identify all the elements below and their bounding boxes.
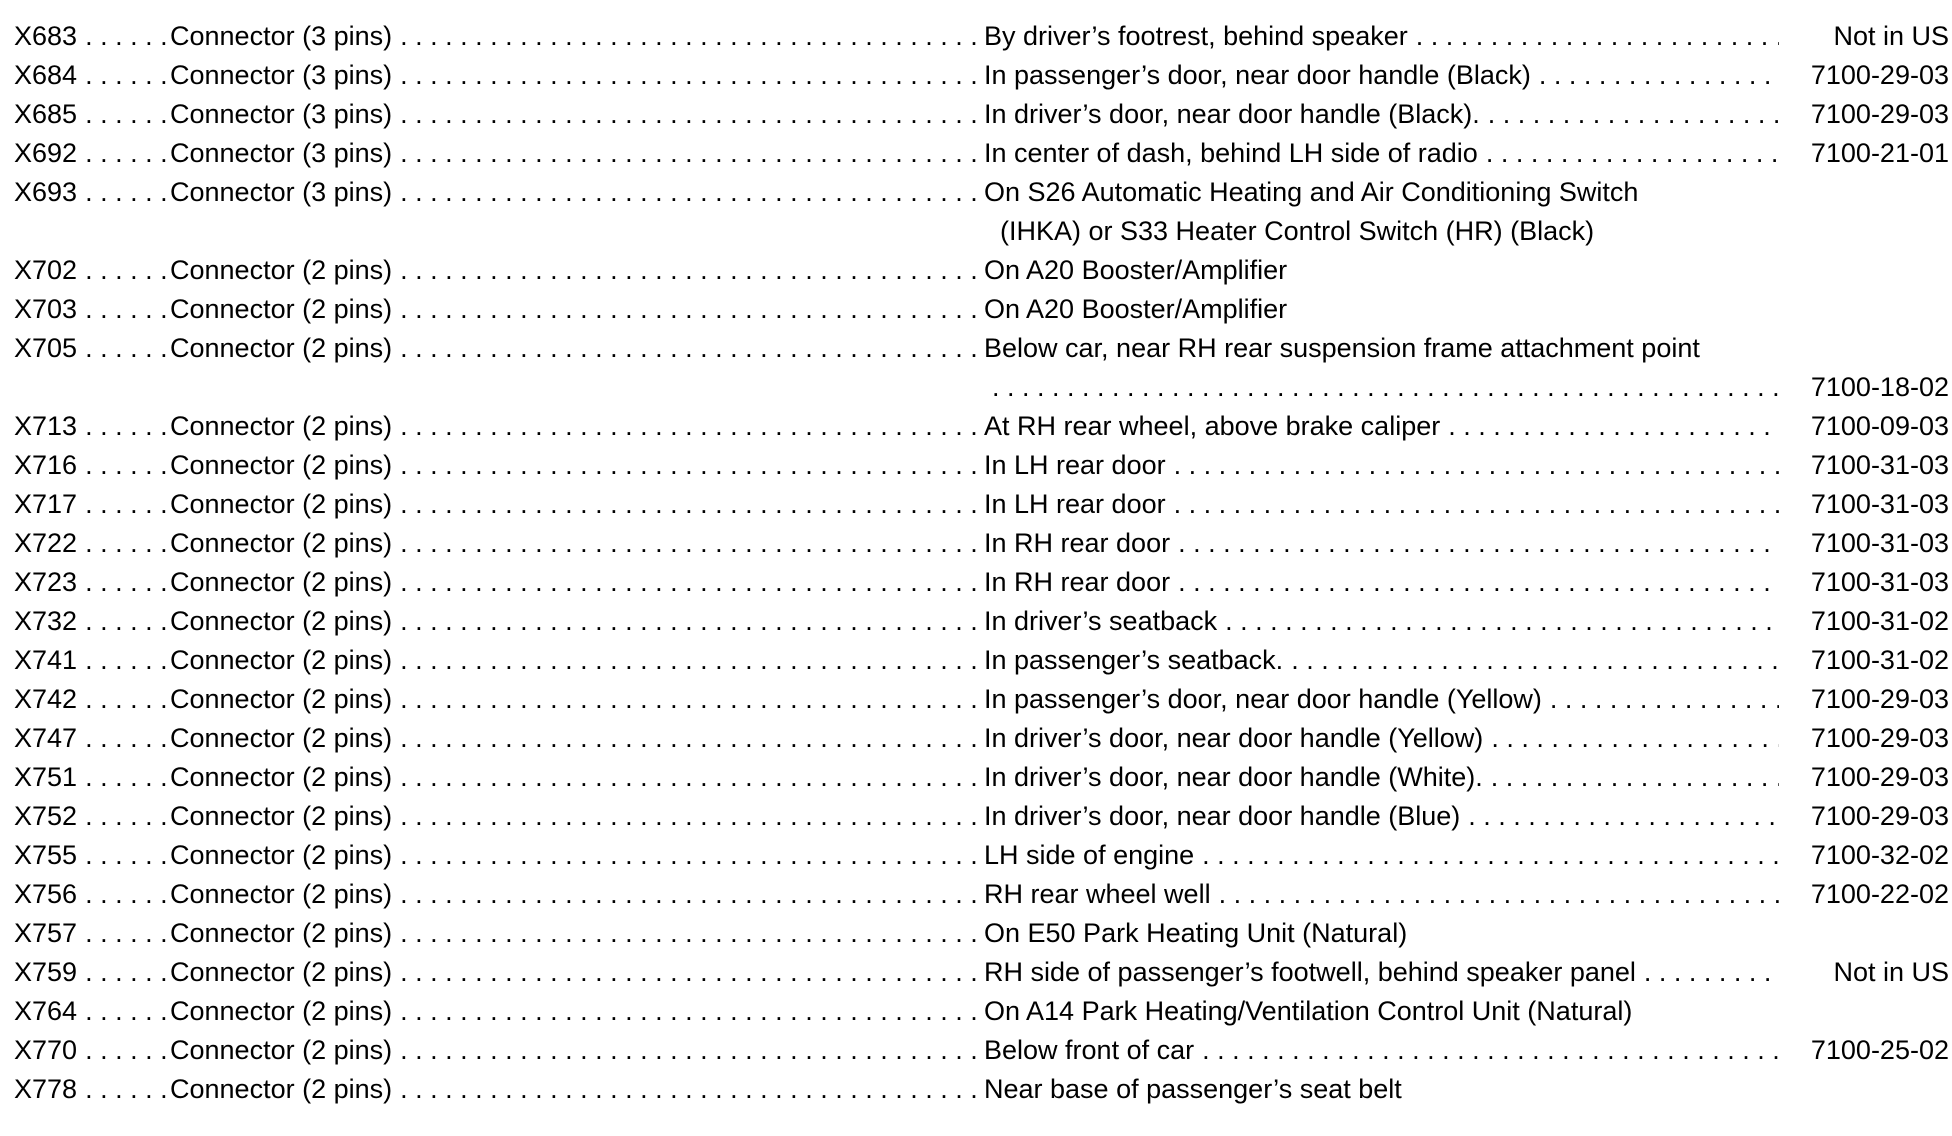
dot-leader: [77, 875, 170, 914]
connector-location: In LH rear door: [984, 489, 1166, 519]
connector-id: X683: [14, 21, 78, 51]
connector-id: X764: [14, 996, 78, 1026]
connector-id: X703: [14, 294, 78, 324]
dot-leader: [77, 134, 170, 173]
connector-description: Connector (2 pins): [170, 450, 393, 480]
dot-leader: [77, 758, 170, 797]
dot-leader: [1460, 797, 1779, 836]
dot-leader: [77, 1070, 170, 1109]
dot-leader: [77, 17, 170, 56]
dot-leader: [392, 797, 984, 836]
connector-location: On A20 Booster/Amplifier: [984, 255, 1288, 285]
connector-id: X741: [14, 645, 78, 675]
dot-leader: [1440, 407, 1779, 446]
table-row: [14, 290, 1944, 329]
table-row: [14, 641, 1949, 680]
dot-leader: [77, 290, 170, 329]
connector-id: X693: [14, 177, 78, 207]
table-row: [14, 134, 1949, 173]
dot-leader: [392, 875, 984, 914]
connector-location: At RH rear wheel, above brake caliper: [984, 411, 1441, 441]
dot-leader: [392, 992, 984, 1031]
connector-description: Connector (2 pins): [170, 294, 393, 324]
dot-leader: [77, 56, 170, 95]
connector-id: X756: [14, 879, 78, 909]
connector-id: X717: [14, 489, 78, 519]
connector-description: Connector (2 pins): [170, 879, 393, 909]
table-row: [14, 95, 1949, 134]
dot-leader: [1170, 524, 1779, 563]
dot-leader: [1170, 563, 1779, 602]
dot-leader: [1283, 641, 1779, 680]
connector-id: X702: [14, 255, 78, 285]
connector-id: X713: [14, 411, 78, 441]
table-row: [14, 602, 1949, 641]
connector-reference: 7100-32-02: [1810, 840, 1949, 870]
connector-reference: 7100-29-03: [1810, 801, 1949, 831]
dot-leader: [392, 95, 984, 134]
table-row: [14, 914, 1944, 953]
dot-leader: [77, 1031, 170, 1070]
dot-leader: [1166, 446, 1779, 485]
dot-leader: [392, 173, 984, 212]
connector-description: Connector (3 pins): [170, 99, 393, 129]
dot-leader: [77, 173, 170, 212]
connector-description: Connector (2 pins): [170, 723, 393, 753]
connector-location: In driver’s door, near door handle (Yellow): [984, 723, 1484, 753]
dot-leader: [77, 329, 170, 368]
connector-description: Connector (2 pins): [170, 645, 393, 675]
table-row: [14, 563, 1949, 602]
table-row: [14, 758, 1949, 797]
connector-description: Connector (2 pins): [170, 840, 393, 870]
dot-leader: [392, 56, 984, 95]
connector-location: Below car, near RH rear suspension frame attachment point: [984, 333, 1700, 363]
dot-leader: [1483, 719, 1779, 758]
connector-id: X685: [14, 99, 78, 129]
dot-leader: [77, 95, 170, 134]
dot-leader: [392, 17, 984, 56]
connector-description: Connector (2 pins): [170, 1035, 393, 1065]
connector-reference: 7100-29-03: [1810, 723, 1949, 753]
dot-leader: [984, 368, 1779, 407]
dot-leader: [392, 329, 984, 368]
connector-reference: 7100-31-02: [1810, 606, 1949, 636]
dot-leader: [392, 953, 984, 992]
connector-location: In LH rear door: [984, 450, 1166, 480]
connector-reference: 7100-31-03: [1810, 567, 1949, 597]
connector-location: LH side of engine: [984, 840, 1195, 870]
dot-leader: [1542, 680, 1779, 719]
connector-id: X722: [14, 528, 78, 558]
dot-leader: [77, 953, 170, 992]
connector-id: X716: [14, 450, 78, 480]
dot-leader: [77, 407, 170, 446]
table-row: [14, 1070, 1944, 1109]
connector-description: Connector (2 pins): [170, 684, 393, 714]
connector-reference: 7100-25-02: [1810, 1035, 1949, 1065]
connector-description: Connector (2 pins): [170, 1074, 393, 1104]
connector-reference: 7100-29-03: [1810, 762, 1949, 792]
dot-leader: [392, 758, 984, 797]
connector-id: X723: [14, 567, 78, 597]
table-row: [14, 407, 1949, 446]
connector-location: Near base of passenger’s seat belt: [984, 1074, 1402, 1104]
connector-id: X751: [14, 762, 78, 792]
connector-location-continued: (IHKA) or S33 Heater Control Switch (HR) (Black): [1000, 216, 1595, 246]
dot-leader: [77, 524, 170, 563]
dot-leader: [392, 719, 984, 758]
connector-location: On A20 Booster/Amplifier: [984, 294, 1288, 324]
connector-description: Connector (2 pins): [170, 957, 393, 987]
connector-reference: 7100-29-03: [1810, 60, 1949, 90]
connector-location: In driver’s door, near door handle (White).: [984, 762, 1483, 792]
dot-leader: [392, 680, 984, 719]
dot-leader: [1166, 485, 1779, 524]
dot-leader: [77, 719, 170, 758]
dot-leader: [77, 602, 170, 641]
dot-leader: [1483, 758, 1779, 797]
connector-description: Connector (2 pins): [170, 489, 393, 519]
dot-leader: [77, 641, 170, 680]
dot-leader: [1194, 836, 1779, 875]
table-row: [14, 953, 1949, 992]
dot-leader: [77, 251, 170, 290]
connector-id: X752: [14, 801, 78, 831]
connector-reference: 7100-31-03: [1810, 489, 1949, 519]
connector-id: X759: [14, 957, 78, 987]
connector-description: Connector (3 pins): [170, 21, 393, 51]
connector-location: On A14 Park Heating/Ventilation Control Unit (Natural): [984, 996, 1633, 1026]
dot-leader: [1531, 56, 1779, 95]
dot-leader: [77, 446, 170, 485]
dot-leader: [77, 680, 170, 719]
table-row: [14, 446, 1949, 485]
connector-id: X757: [14, 918, 78, 948]
table-row: [14, 524, 1949, 563]
dot-leader: [1636, 953, 1779, 992]
dot-leader: [392, 836, 984, 875]
table-row-continuation: [14, 212, 1944, 251]
table-row: [14, 1031, 1949, 1070]
dot-leader: [392, 251, 984, 290]
connector-description: Connector (2 pins): [170, 255, 393, 285]
connector-location: RH side of passenger’s footwell, behind speaker panel: [984, 957, 1636, 987]
connector-location: In passenger’s seatback.: [984, 645, 1284, 675]
connector-reference: Not in US: [1833, 21, 1949, 51]
dot-leader: [1211, 875, 1779, 914]
table-row: [14, 329, 1944, 368]
dot-leader: [392, 290, 984, 329]
table-row: [14, 875, 1949, 914]
connector-reference: 7100-29-03: [1810, 684, 1949, 714]
dot-leader: [392, 563, 984, 602]
dot-leader: [392, 641, 984, 680]
dot-leader: [392, 1070, 984, 1109]
dot-leader: [1194, 1031, 1779, 1070]
connector-description: Connector (2 pins): [170, 411, 393, 441]
connector-id: X742: [14, 684, 78, 714]
dot-leader: [1480, 95, 1779, 134]
dot-leader: [392, 1031, 984, 1070]
connector-location: Below front of car: [984, 1035, 1195, 1065]
connector-id: X732: [14, 606, 78, 636]
dot-leader: [77, 563, 170, 602]
table-row: [14, 56, 1949, 95]
dot-leader: [77, 485, 170, 524]
connector-description: Connector (2 pins): [170, 996, 393, 1026]
table-row: [14, 251, 1944, 290]
connector-description: Connector (2 pins): [170, 528, 393, 558]
dot-leader: [1217, 602, 1779, 641]
table-row: [14, 992, 1944, 1031]
connector-description: Connector (3 pins): [170, 60, 393, 90]
dot-leader: [1408, 17, 1779, 56]
connector-reference: 7100-21-01: [1810, 138, 1949, 168]
connector-reference: 7100-22-02: [1810, 879, 1949, 909]
connector-reference: 7100-31-03: [1810, 528, 1949, 558]
dot-leader: [392, 524, 984, 563]
connector-id: X778: [14, 1074, 78, 1104]
connector-reference: 7100-09-03: [1810, 411, 1949, 441]
table-row: [14, 17, 1949, 56]
dot-leader: [392, 446, 984, 485]
connector-description: Connector (2 pins): [170, 762, 393, 792]
dot-leader: [77, 797, 170, 836]
dot-leader: [392, 134, 984, 173]
table-row: [14, 485, 1949, 524]
connector-location: In RH rear door: [984, 567, 1171, 597]
table-row: [14, 719, 1949, 758]
connector-reference: Not in US: [1833, 957, 1949, 987]
connector-reference: 7100-29-03: [1810, 99, 1949, 129]
dot-leader: [77, 836, 170, 875]
dot-leader: [392, 407, 984, 446]
connector-location: On E50 Park Heating Unit (Natural): [984, 918, 1408, 948]
connector-id: X692: [14, 138, 78, 168]
dot-leader: [77, 914, 170, 953]
connector-id: X684: [14, 60, 78, 90]
connector-location: RH rear wheel well: [984, 879, 1211, 909]
connector-description: Connector (2 pins): [170, 333, 393, 363]
dot-leader: [392, 602, 984, 641]
dot-leader: [1478, 134, 1779, 173]
connector-id: X755: [14, 840, 78, 870]
connector-id: X770: [14, 1035, 78, 1065]
connector-description: Connector (2 pins): [170, 567, 393, 597]
connector-location: In driver’s seatback: [984, 606, 1218, 636]
table-row: [14, 680, 1949, 719]
connector-description: Connector (2 pins): [170, 606, 393, 636]
table-row-continuation: [14, 368, 1949, 407]
connector-description: Connector (2 pins): [170, 918, 393, 948]
connector-id: X747: [14, 723, 78, 753]
dot-leader: [392, 914, 984, 953]
table-row: [14, 836, 1949, 875]
connector-location: In passenger’s door, near door handle (Black): [984, 60, 1531, 90]
connector-location: In center of dash, behind LH side of radio: [984, 138, 1478, 168]
connector-list: [14, 17, 1949, 1109]
connector-location: In driver’s door, near door handle (Blue): [984, 801, 1461, 831]
connector-reference: 7100-31-02: [1810, 645, 1949, 675]
dot-leader: [392, 485, 984, 524]
connector-id: X705: [14, 333, 78, 363]
table-row: [14, 173, 1944, 212]
table-row: [14, 797, 1949, 836]
connector-location: In passenger’s door, near door handle (Yellow): [984, 684, 1542, 714]
connector-description: Connector (2 pins): [170, 801, 393, 831]
dot-leader: [77, 992, 170, 1031]
connector-description: Connector (3 pins): [170, 138, 393, 168]
connector-location: By driver’s footrest, behind speaker: [984, 21, 1408, 51]
connector-description: Connector (3 pins): [170, 177, 393, 207]
connector-reference: 7100-31-03: [1810, 450, 1949, 480]
connector-location: On S26 Automatic Heating and Air Conditioning Switch: [984, 177, 1639, 207]
connector-location: In RH rear door: [984, 528, 1171, 558]
connector-location: In driver’s door, near door handle (Black).: [984, 99, 1480, 129]
connector-reference: 7100-18-02: [1810, 372, 1949, 402]
